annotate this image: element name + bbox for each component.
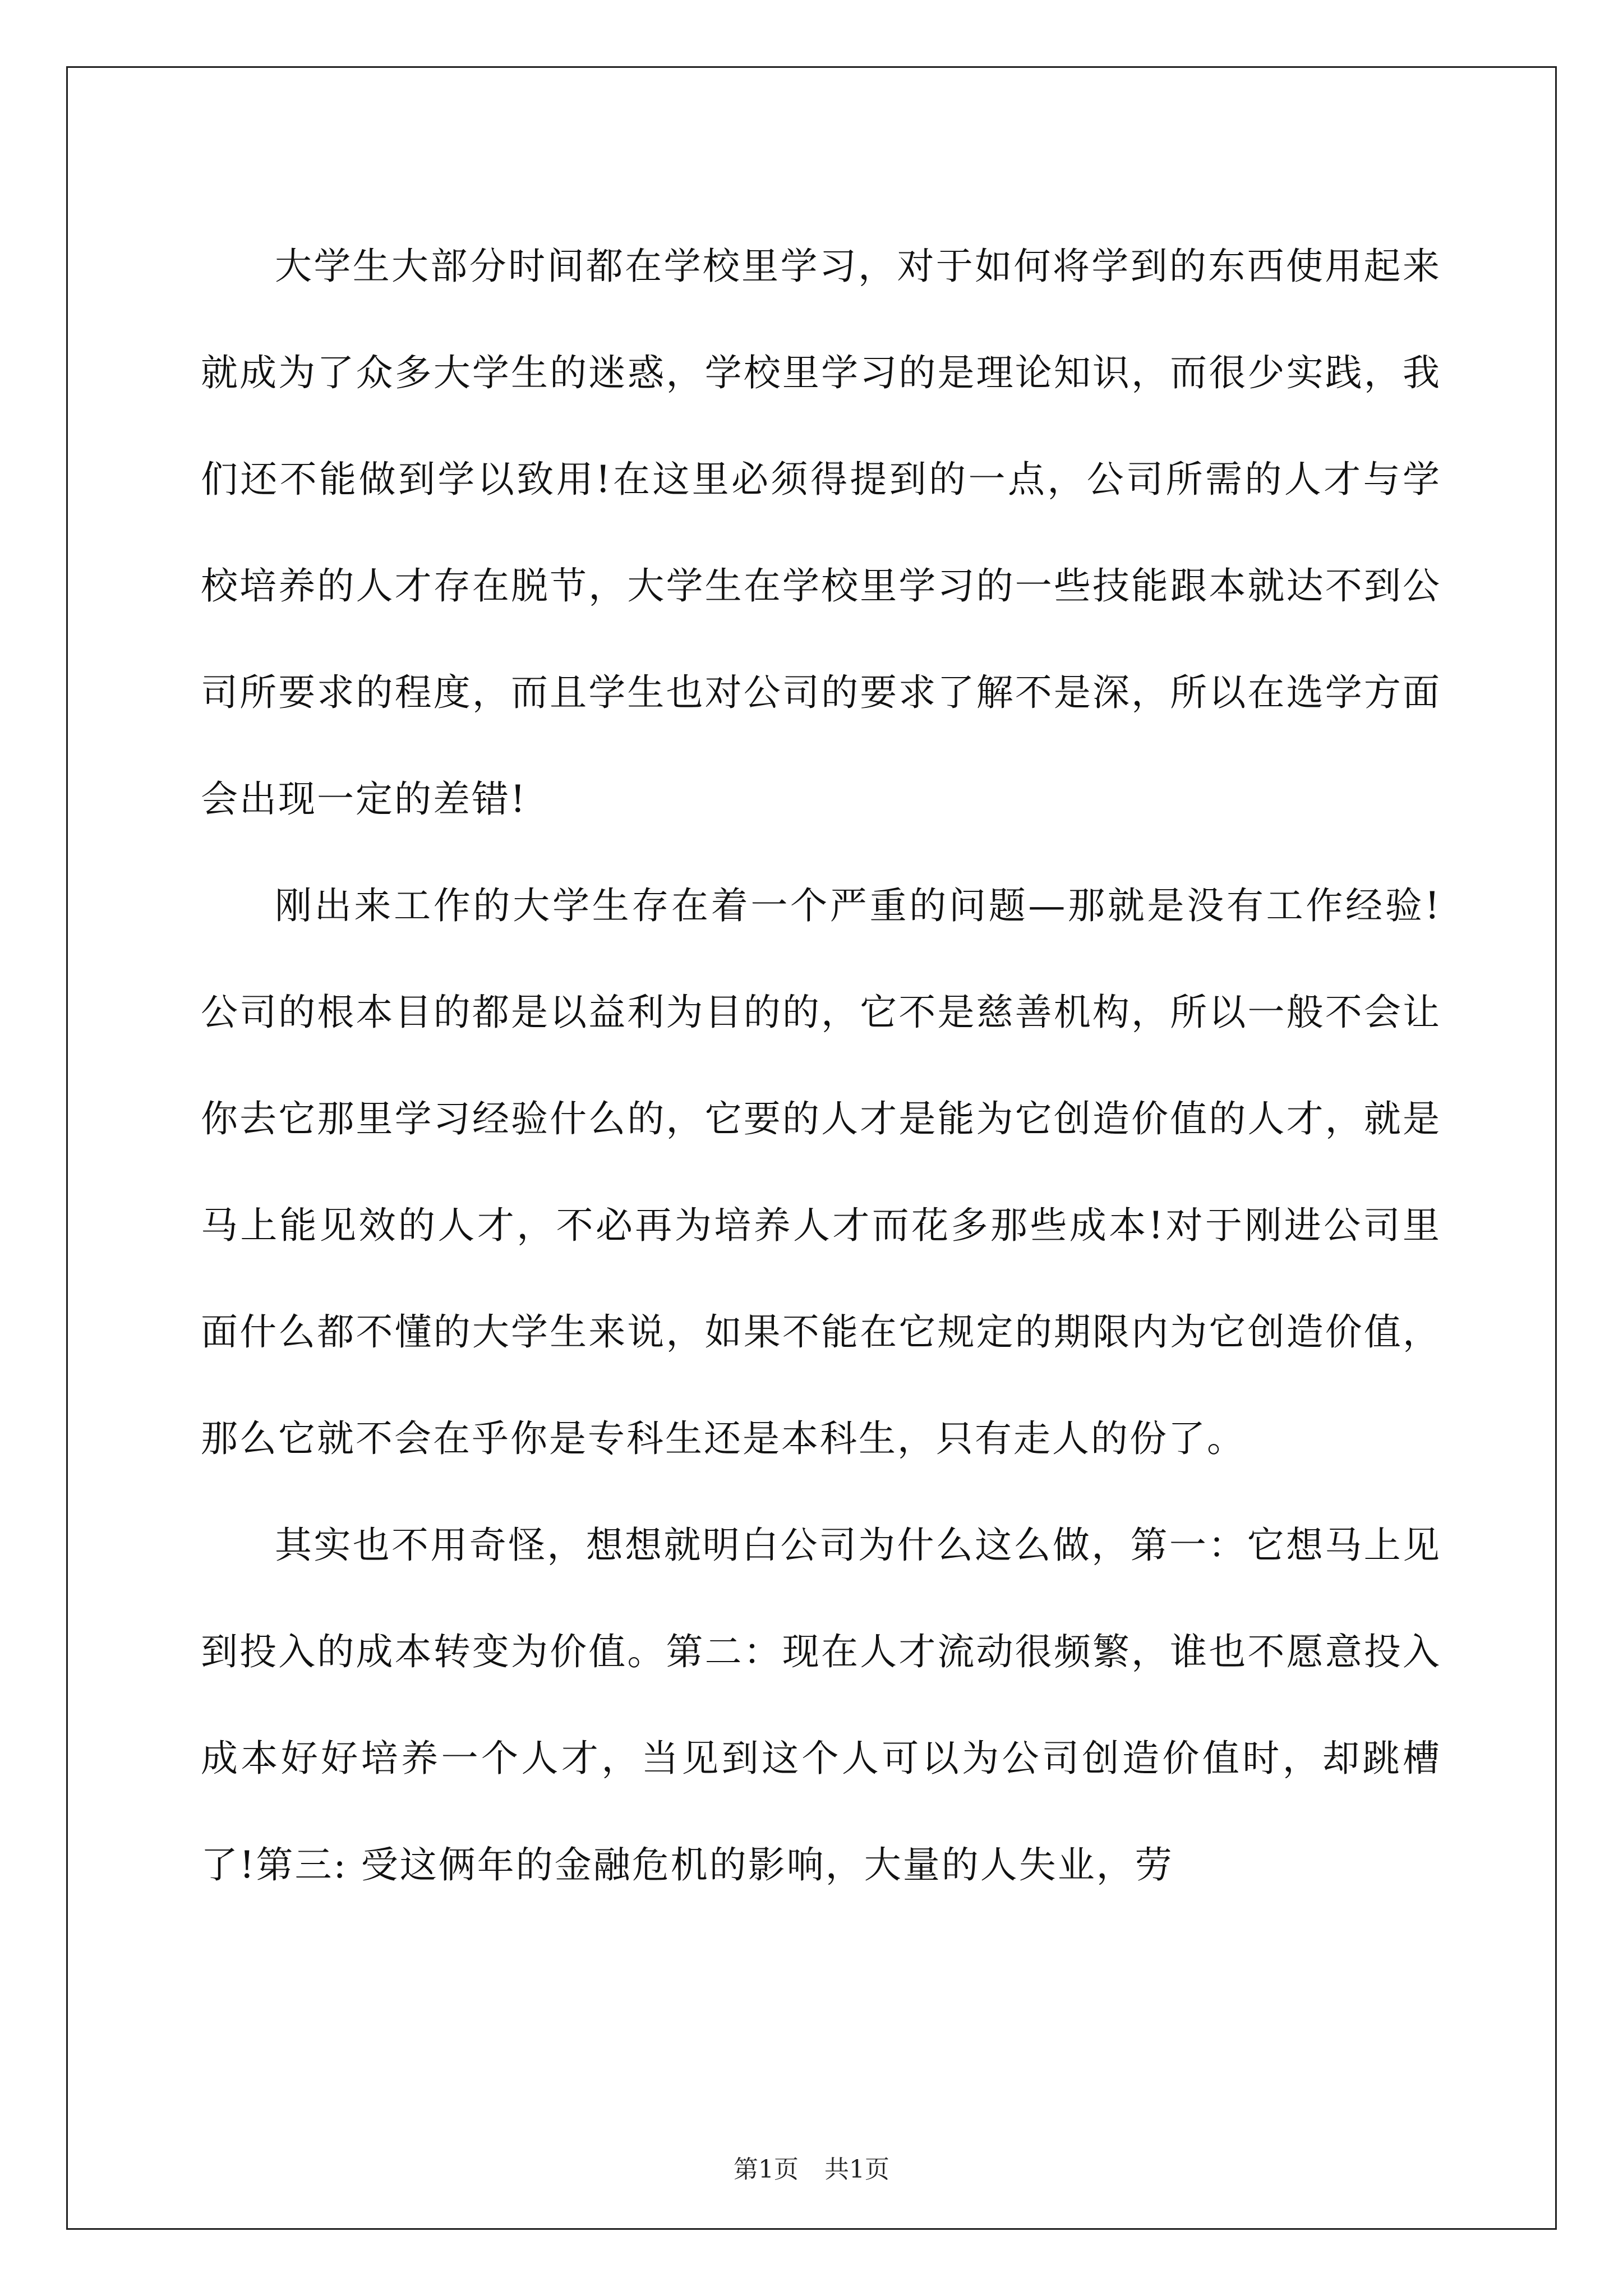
- document-body: [201, 213, 1441, 1918]
- paragraph-1: 大学生大部分时间都在学校里学习，对于如何将学到的东西使用起来就成为了众多大学生的迷惑，学校里学习的是理论知识，而很少实践，我们还不能做到学以致用!在这里必须得提到的一点，公司所需的人才与学校培养的人才存在脱节，大学生在学校里学习的一些技能跟本就达不到公司所要求的程度，而且学生也对公司的要求了解不是深，所以在选学方面会出现一定的差错!: [201, 245, 1441, 821]
- page-footer: [0, 2153, 1623, 2187]
- page-total: 共1页: [824, 2155, 889, 2184]
- paragraph-3: 其实也不用奇怪，想想就明白公司为什么这么做，第一：它想马上见到投入的成本转变为价值。第二：现在人才流动很频繁，谁也不愿意投入成本好好培养一个人才，当见到这个人可以为公司创造价值时，却跳槽了!第三: 受这俩年的金融危机的影响，大量的人失业，劳: [201, 1524, 1441, 1887]
- paragraph-2: 刚出来工作的大学生存在着一个严重的问题—那就是没有工作经验!公司的根本目的都是以益利为目的的，它不是慈善机构，所以一般不会让你去它那里学习经验什么的，它要的人才是能为它创造价值的人才，就是马上能见效的人才，不必再为培养人才而花多那些成本!对于刚进公司里面什么都不懂的大学生来说，如果不能在它规定的期限内为它创造价值，那么它就不会在乎你是专科生还是本科生，只有走人的份了。: [201, 884, 1441, 1460]
- page-number: 第1页: [734, 2155, 799, 2184]
